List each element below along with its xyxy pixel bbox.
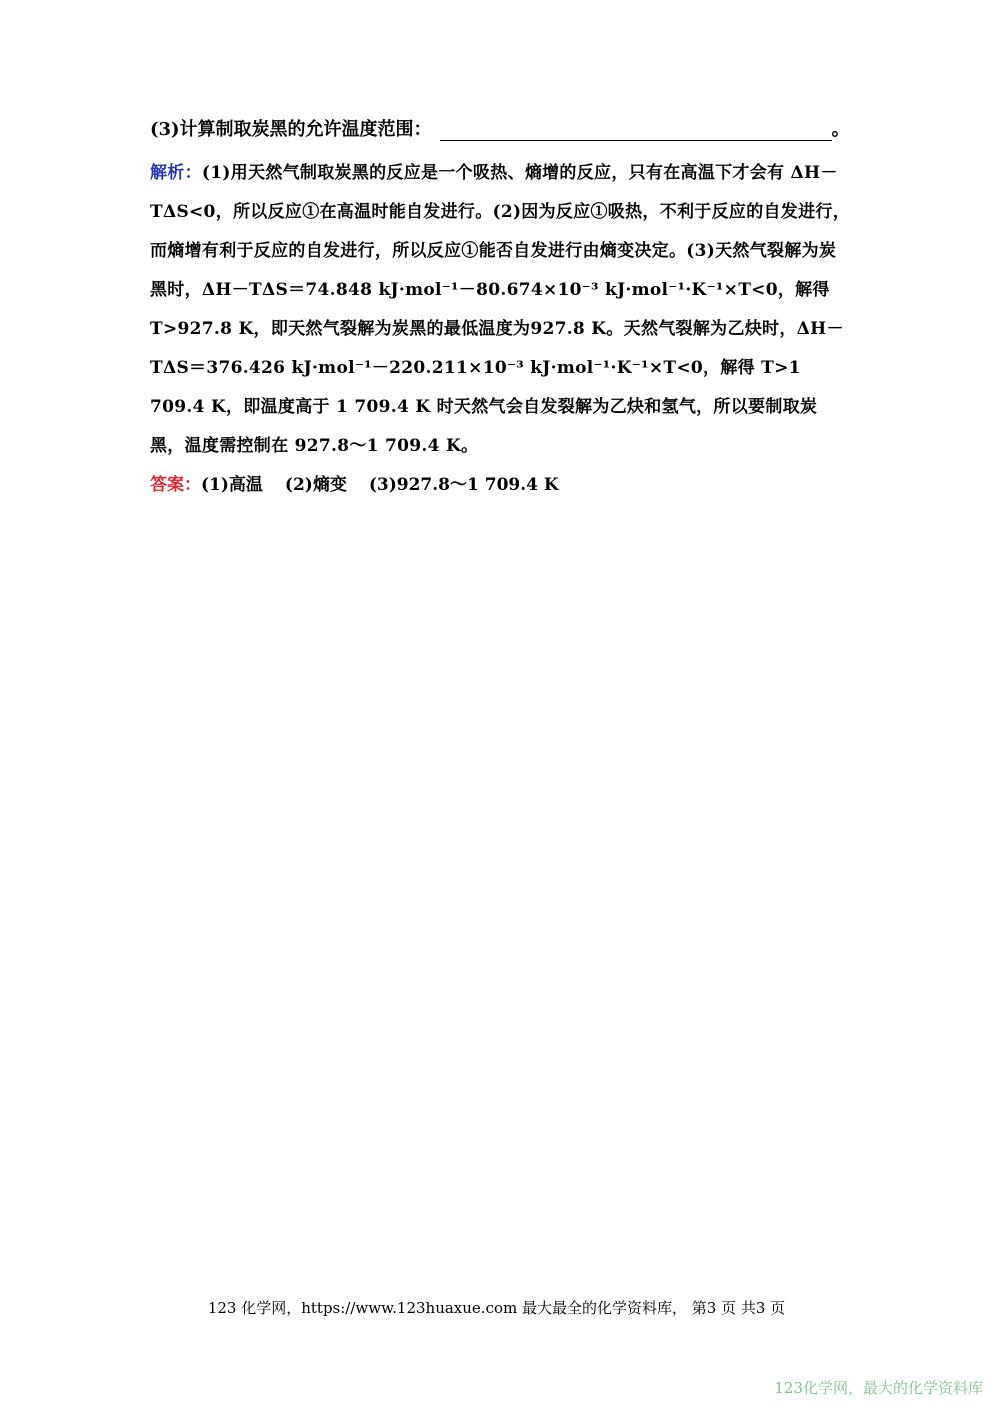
answer-blank <box>440 120 832 141</box>
question-line <box>150 116 850 144</box>
answer-part-1: (1)高温 <box>201 475 263 495</box>
analysis-text: (1)用天然气制取炭黑的反应是一个吸热、熵增的反应，只有在高温下才会有 ΔH－TΔS<0，所以反应①在高温时能自发进行。(2)因为反应①吸热，不利于反应的自发进行，而熵增有利于反应的自发进行，所以反应①能否自发进行由熵变决定。(3)天然气裂解为炭黑时，ΔH－TΔS＝74.848 kJ·mol⁻¹－80.674×10⁻³ kJ·mol⁻¹·K⁻¹×T<0，解得T>927.8 K，即天然气裂解为炭黑的最低温度为927.8 K。天然气裂解为乙炔时，ΔH－TΔS＝376.426 kJ·mol⁻¹－220.211×10⁻³ kJ·mol⁻¹·K⁻¹×T<0，解得 T>1 709.4 K，即温度高于 1 709.4 K 时天然气会自发裂解为乙炔和氢气，所以要制取炭黑，温度需控制在 927.8～1 709.4 K。 <box>150 163 851 456</box>
content-area <box>150 116 850 505</box>
analysis-label: 解析： <box>150 163 202 183</box>
question-end-mark: 。 <box>831 119 850 140</box>
analysis-paragraph <box>150 154 850 466</box>
answer-paragraph <box>150 466 850 505</box>
answer-label: 答案： <box>150 475 201 495</box>
page-footer: 123 化学网，https://www.123huaxue.com 最大最全的化学资料库， 第3 页 共3 页 <box>207 1299 786 1317</box>
answer-part-2: (2)熵变 <box>284 475 347 495</box>
watermark-text: 123化学网，最大的化学资料库 <box>774 1379 983 1397</box>
answer-part-3: (3)927.8～1 709.4 K <box>368 475 559 495</box>
question-text: (3)计算制取炭黑的允许温度范围： <box>150 119 432 140</box>
